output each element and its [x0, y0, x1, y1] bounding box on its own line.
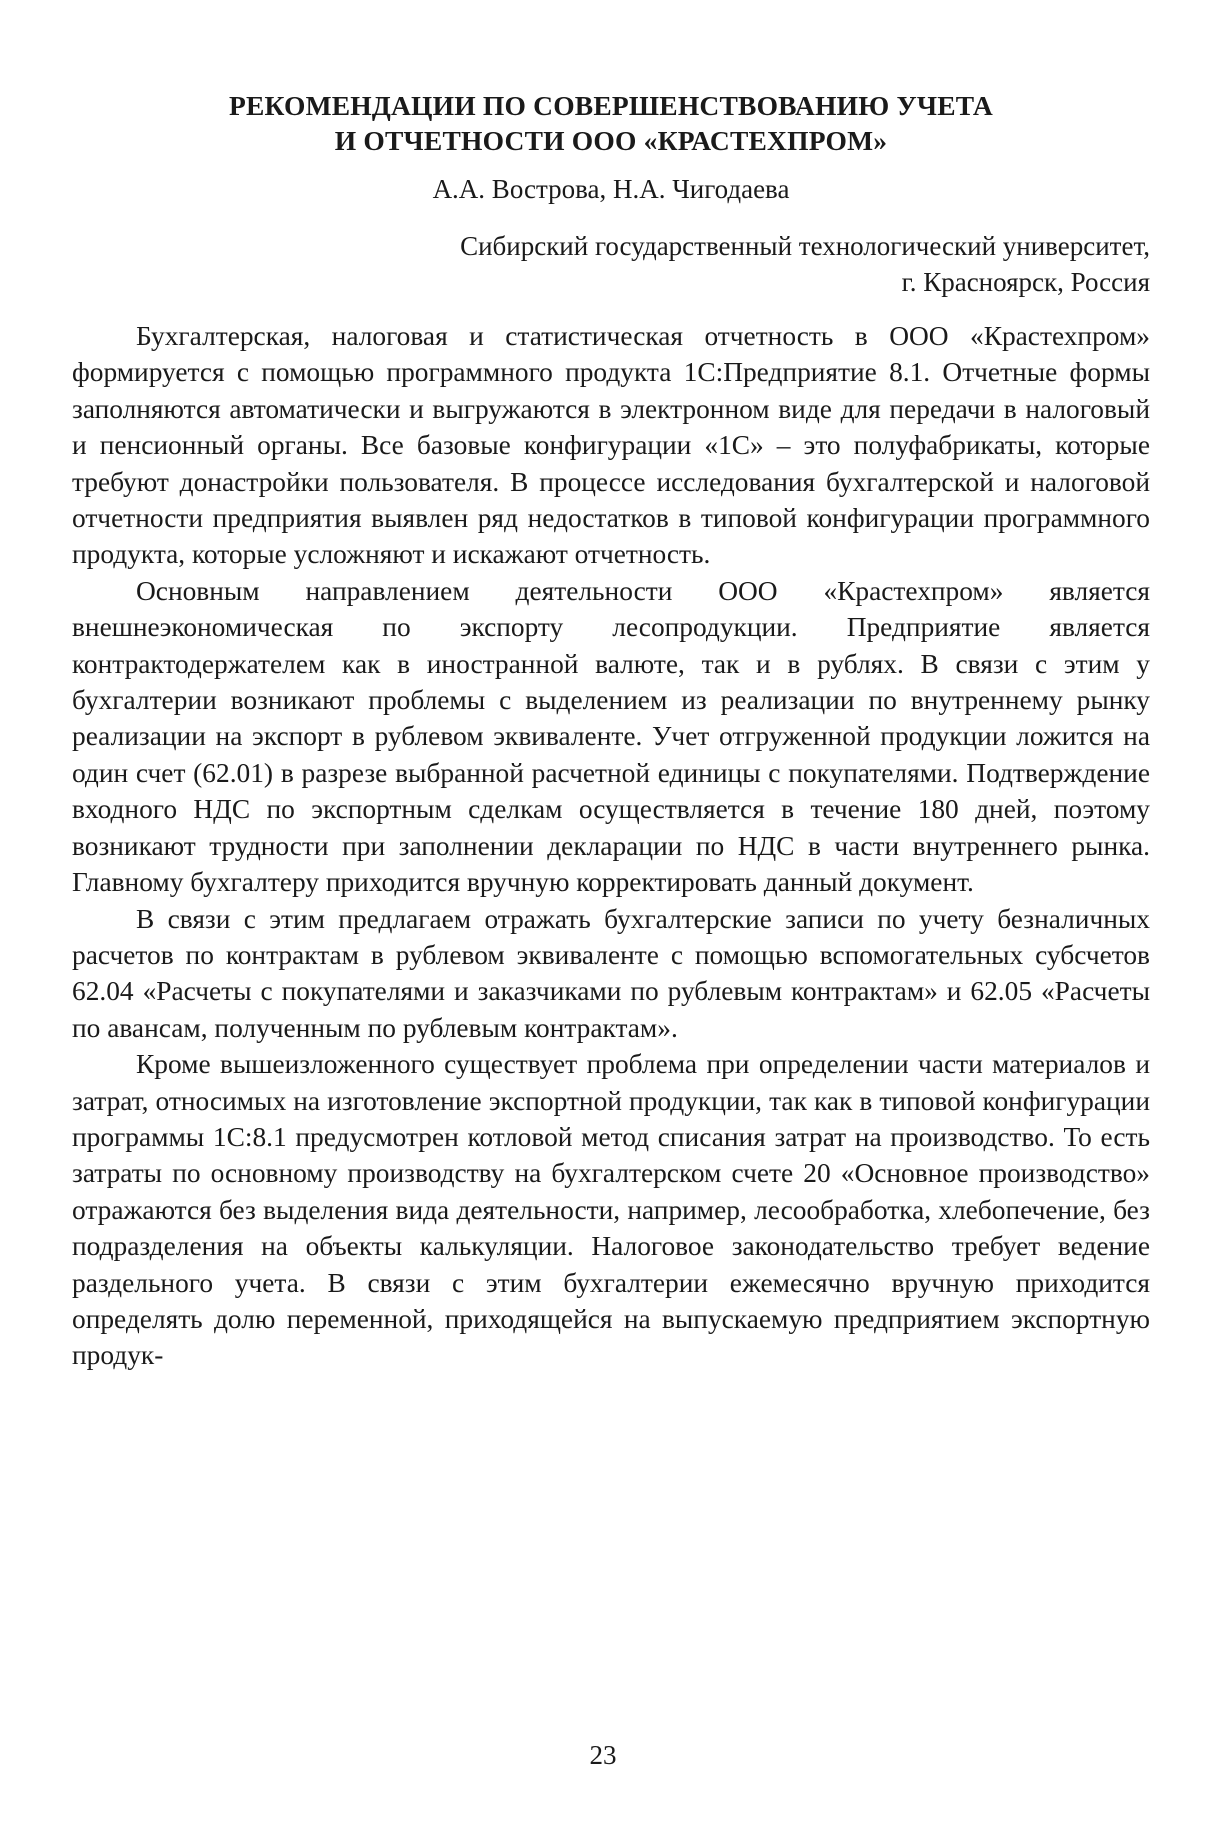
affiliation-line-1: Сибирский государственный технологический университет, [460, 231, 1150, 261]
article [72, 88, 1150, 1374]
paragraph-2: Основным направлением деятельности ООО «Крастехпром» является внешнеэкономическая по экспорту лесопродукции. Предприятие является контрактодержателем как в иностранной валюте, так и в рублях. В связи с этим у бухгалтерии возникают проблемы с выделением из реализации по внутреннему рынку реализации на экспорт в рублевом эквиваленте. Учет отгруженной продукции ложится на один счет (62.01) в разрезе выбранной расчетной единицы с покупателями. Подтверждение входного НДС по экспортным сделкам осуществляется в течение 180 дней, поэтому возникают трудности при заполнении декларации по НДС в части внутреннего рынка. Главному бухгалтеру приходится вручную корректировать данный документ. [72, 575, 1150, 898]
article-title [72, 88, 1150, 158]
article-title-line-2: И ОТЧЕТНОСТИ ООО «КРАСТЕХПРОМ» [334, 125, 888, 156]
page-number: 23 [589, 1740, 617, 1770]
body-text [72, 318, 1150, 1374]
paragraph-3: В связи с этим предлагаем отражать бухгалтерские записи по учету безналичных расчетов по контрактам в рублевом эквиваленте с помощью вспомогательных субсчетов 62.04 «Расчеты с покупателями и заказчиками по рублевым контрактам» и 62.05 «Расчеты по авансам, полученным по рублевым контрактам». [72, 903, 1150, 1043]
authors: А.А. Вострова, Н.А. Чигодаева [432, 174, 790, 204]
paragraph-1: Бухгалтерская, налоговая и статистическая отчетность в ООО «Крастехпром» формируется с помощью программного продукта 1С:Предприятие 8.1. Отчетные формы заполняются автоматически и выгружаются в электронном виде для передачи в налоговый и пенсионный органы. Все базовые конфигурации «1С» – это полуфабрикаты, которые требуют донастройки пользователя. В процессе исследования бухгалтерской и налоговой отчетности предприятия выявлен ряд недостатков в типовой конфигурации программного продукта, которые усложняют и искажают отчетность. [72, 321, 1150, 570]
article-title-line-1: РЕКОМЕНДАЦИИ ПО СОВЕРШЕНСТВОВАНИЮ УЧЕТА [229, 90, 993, 121]
affiliation [72, 228, 1150, 300]
affiliation-line-2: г. Красноярск, Россия [901, 267, 1150, 297]
paragraph-4: Кроме вышеизложенного существует проблема при определении части материалов и затрат, относимых на изготовление экспортной продукции, так как в типовой конфигурации программы 1С:8.1 предусмотрен котловой метод списания затрат на производство. То есть затраты по основному производству на бухгалтерском счете 20 «Основное производство» отражаются без выделения вида деятельности, например, лесообработка, хлебопечение, без подразделения на объекты калькуляции. Налоговое законодательство требует ведение раздельного учета. В связи с этим бухгалтерии ежемесячно вручную приходится определять долю переменной, приходящейся на выпускаемую предприятием экспортную продук- [72, 1049, 1150, 1371]
